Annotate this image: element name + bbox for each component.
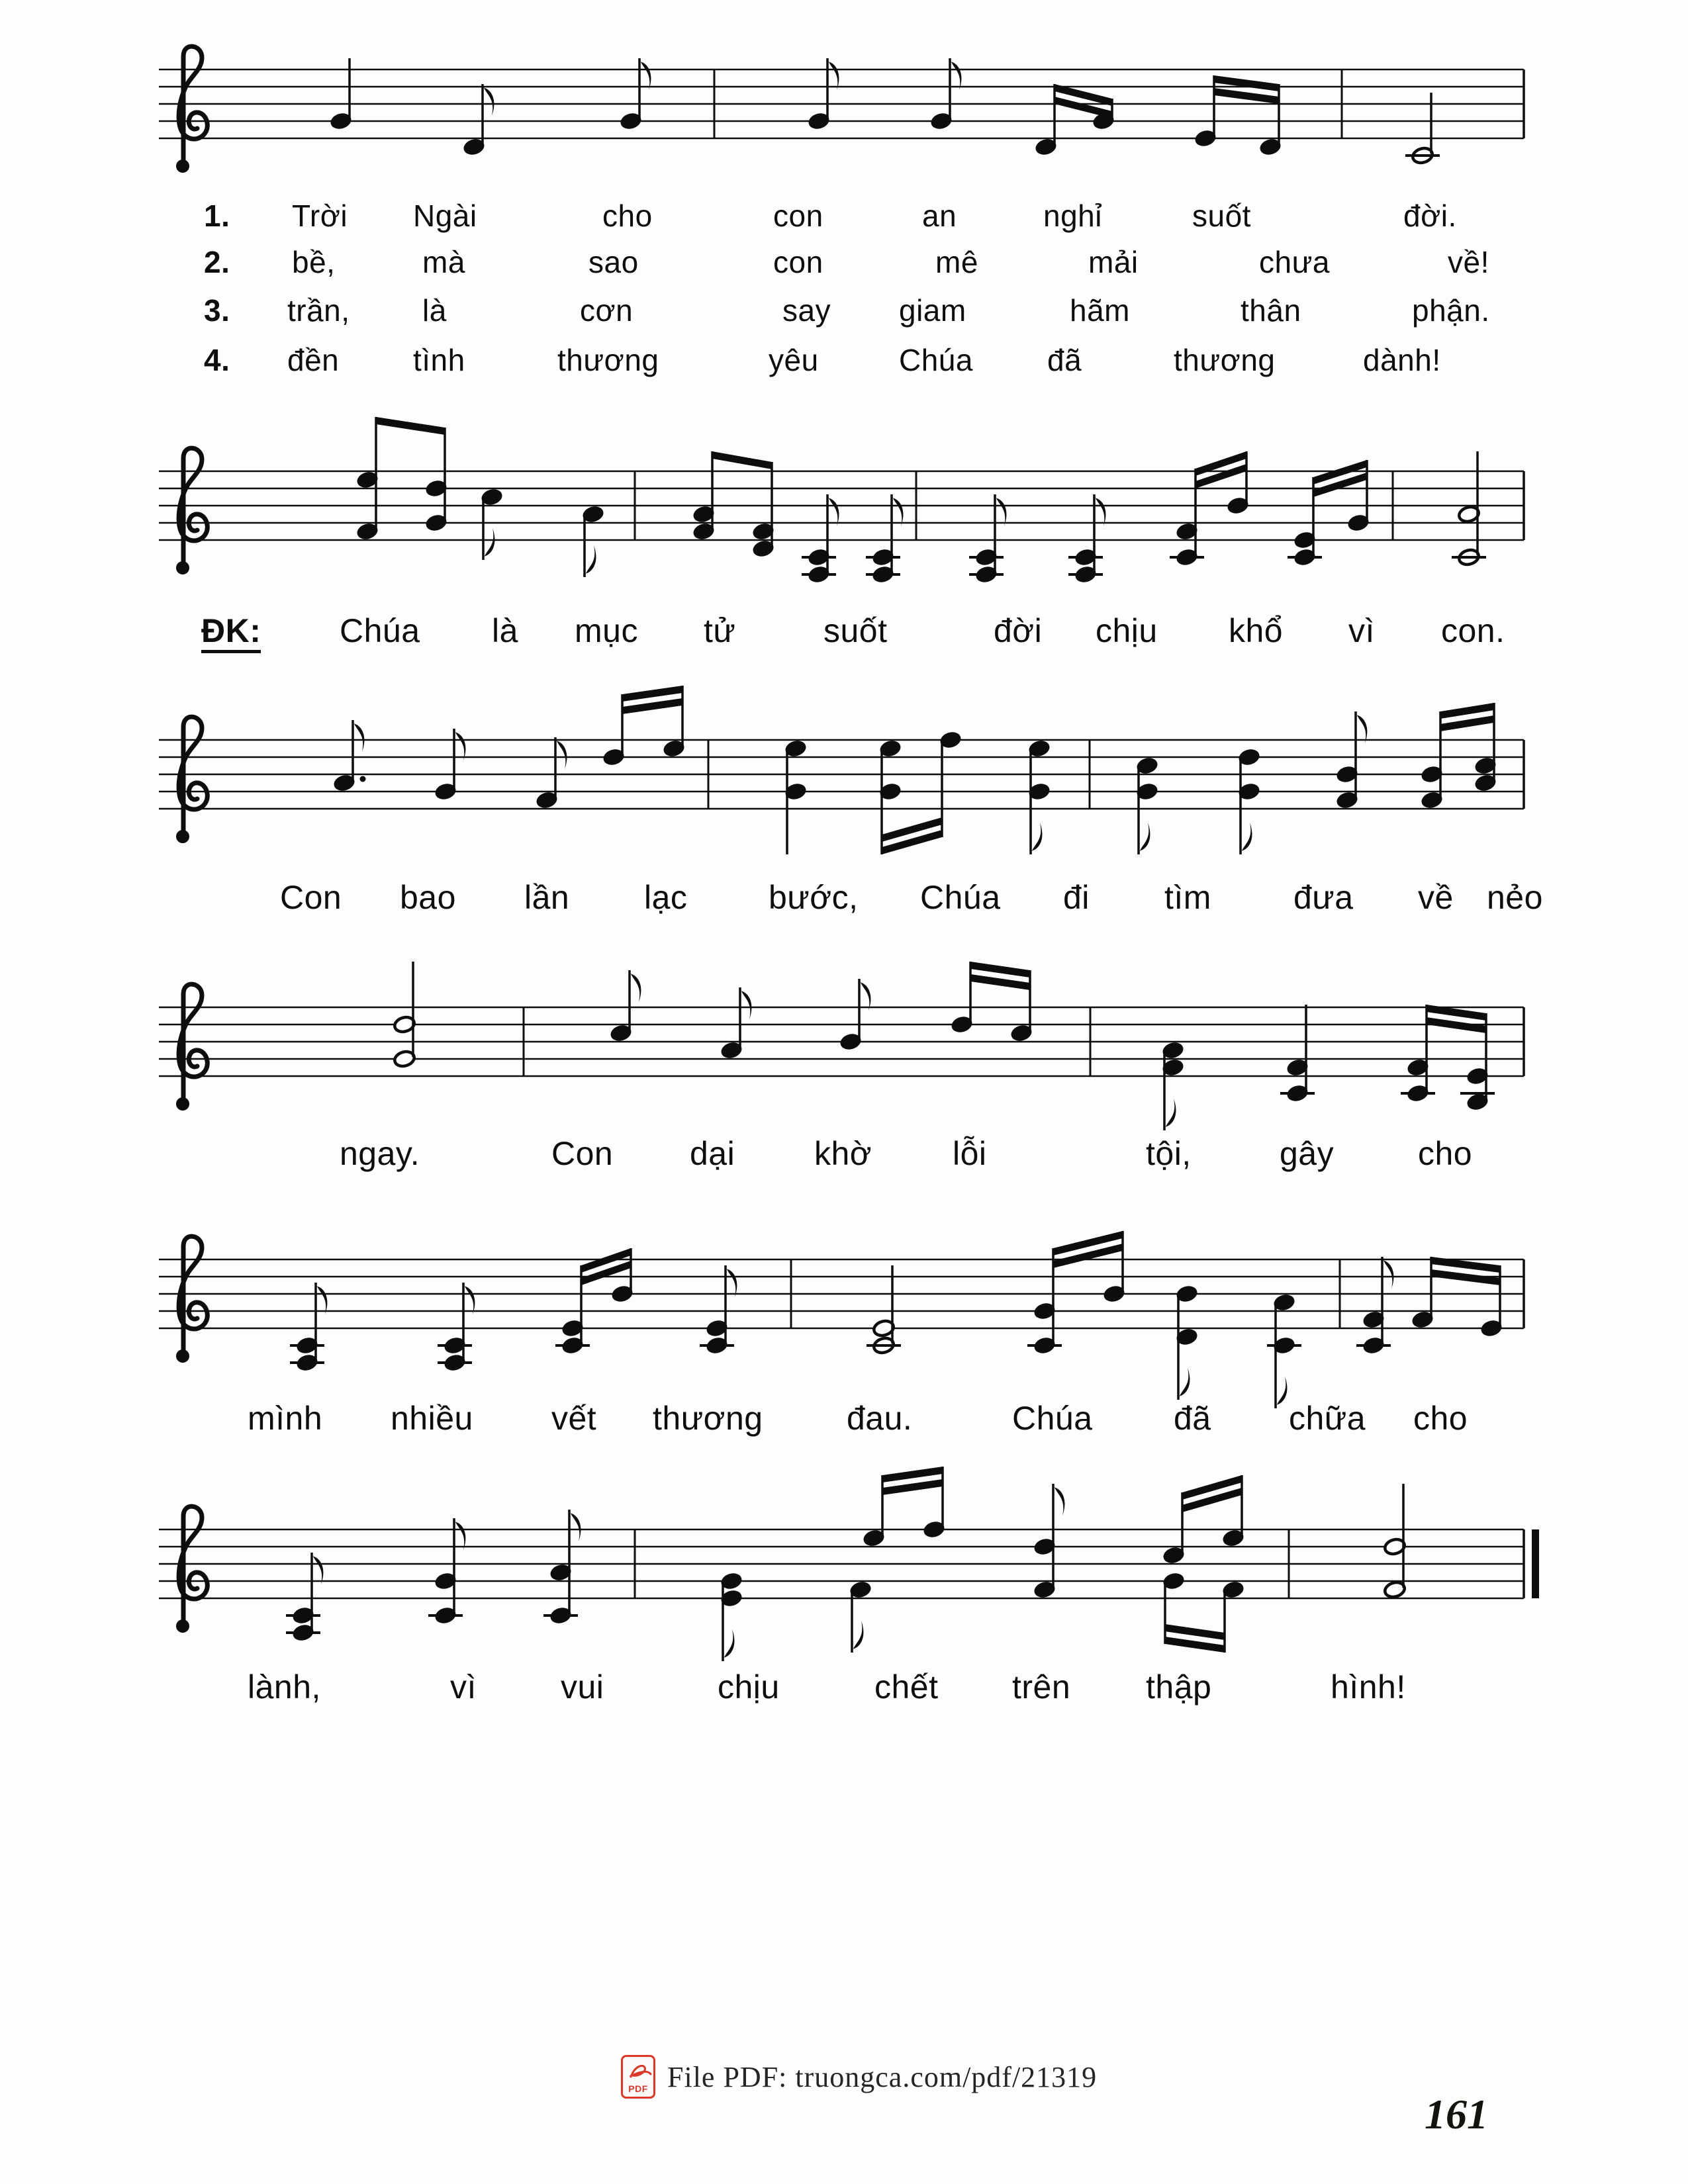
lyric-word: trên bbox=[1012, 1668, 1071, 1706]
lyric-word: chưa bbox=[1259, 245, 1330, 279]
lyric-word: Chúa bbox=[899, 343, 973, 377]
lyric-word: nẻo bbox=[1487, 879, 1543, 916]
lyric-word: lạc bbox=[644, 879, 688, 916]
lyric-word: dành! bbox=[1363, 343, 1441, 377]
lyric-word: cho bbox=[602, 199, 653, 233]
lyric-word: dại bbox=[690, 1135, 735, 1172]
lyric-word: cho bbox=[1418, 1135, 1473, 1172]
pdf-icon-label: PDF bbox=[628, 2083, 648, 2094]
lyric-word: con. bbox=[1441, 612, 1505, 649]
lyric-word: tìm bbox=[1164, 879, 1211, 916]
lyric-word: Chúa bbox=[1012, 1400, 1093, 1437]
lyric-word: say bbox=[782, 293, 831, 328]
lyric-word: thương bbox=[557, 343, 659, 377]
lyric-word: mình bbox=[248, 1400, 323, 1437]
lyric-word: bề, bbox=[292, 245, 336, 279]
lyric-word: thập bbox=[1146, 1668, 1212, 1706]
lyric-word: hãm bbox=[1070, 293, 1130, 328]
lyric-word: về! bbox=[1448, 245, 1489, 279]
lyric-word: mải bbox=[1088, 245, 1139, 279]
lyric-word: Chúa bbox=[340, 612, 420, 649]
lyric-word: đời bbox=[994, 612, 1043, 649]
pdf-icon bbox=[621, 2055, 655, 2099]
acrobat-swirl-icon bbox=[626, 2061, 655, 2083]
lyric-word: ngay. bbox=[340, 1135, 420, 1172]
lyric-word: con bbox=[773, 245, 823, 279]
lyric-word: hình! bbox=[1331, 1668, 1406, 1706]
lyric-word: lỗi bbox=[953, 1135, 987, 1172]
lyric-word: yêu bbox=[769, 343, 819, 377]
lyric-word: khờ bbox=[814, 1135, 872, 1172]
verse-label: ĐK: bbox=[201, 614, 261, 653]
lyric-word: giam bbox=[899, 293, 966, 328]
lyric-word: lành, bbox=[248, 1668, 321, 1706]
verse-label: 2. bbox=[204, 245, 230, 279]
lyric-word: chịu bbox=[1096, 612, 1158, 649]
file-pdf-link-text[interactable]: File PDF: truongca.com/pdf/21319 bbox=[667, 2060, 1098, 2093]
lyric-word: phận. bbox=[1412, 293, 1490, 328]
lyric-word: đền bbox=[287, 343, 340, 377]
lyric-word: thương bbox=[1174, 343, 1276, 377]
verse-label: 4. bbox=[204, 343, 230, 377]
lyric-word: lần bbox=[524, 879, 570, 916]
lyric-word: đời. bbox=[1403, 199, 1457, 233]
verse-label: 3. bbox=[204, 293, 230, 328]
lyric-word: mê bbox=[935, 245, 978, 279]
lyric-word: đưa bbox=[1293, 879, 1354, 916]
lyric-word: là bbox=[492, 612, 518, 649]
lyric-word: đi bbox=[1063, 879, 1090, 916]
lyric-word: bao bbox=[400, 879, 456, 916]
footer bbox=[621, 2055, 1097, 2099]
lyric-word: an bbox=[922, 199, 957, 233]
lyric-word: gây bbox=[1280, 1135, 1335, 1172]
lyric-word: Con bbox=[551, 1135, 614, 1172]
lyric-word: chữa bbox=[1289, 1400, 1366, 1437]
lyric-word: sao bbox=[588, 245, 639, 279]
lyric-word: chết bbox=[874, 1668, 939, 1706]
lyric-word: trần, bbox=[287, 293, 350, 328]
lyric-word: nghỉ bbox=[1043, 199, 1102, 233]
lyric-word: là bbox=[422, 293, 447, 328]
lyric-word: cơn bbox=[580, 293, 633, 328]
lyric-word: đã bbox=[1047, 343, 1082, 377]
page-number: 161 bbox=[1425, 2091, 1488, 2138]
lyric-word: khổ bbox=[1229, 612, 1284, 649]
lyric-word: mà bbox=[422, 245, 465, 279]
lyric-word: vì bbox=[1348, 612, 1375, 649]
lyric-word: tội, bbox=[1146, 1135, 1192, 1172]
lyric-word: Trời bbox=[292, 199, 348, 233]
lyric-word: thân bbox=[1241, 293, 1301, 328]
lyric-word: thương bbox=[653, 1400, 763, 1437]
lyric-word: đau. bbox=[847, 1400, 913, 1437]
lyric-word: vết bbox=[551, 1400, 597, 1437]
lyric-word: tử bbox=[704, 612, 736, 649]
lyric-word: vui bbox=[561, 1668, 604, 1706]
lyric-word: cho bbox=[1413, 1400, 1468, 1437]
lyric-word: đã bbox=[1174, 1400, 1211, 1437]
verse-label: 1. bbox=[204, 199, 230, 233]
lyric-word: chịu bbox=[718, 1668, 780, 1706]
lyric-word: Con bbox=[280, 879, 342, 916]
lyric-word: suốt bbox=[823, 612, 888, 649]
lyric-word: vì bbox=[450, 1668, 477, 1706]
lyric-word: con bbox=[773, 199, 823, 233]
lyric-word: bước, bbox=[769, 879, 859, 916]
lyric-word: mục bbox=[575, 612, 638, 649]
lyric-word: tình bbox=[413, 343, 465, 377]
lyric-word: suốt bbox=[1192, 199, 1251, 233]
lyric-word: nhiều bbox=[391, 1400, 473, 1437]
lyric-word: Ngài bbox=[413, 199, 477, 233]
lyric-word: về bbox=[1418, 879, 1454, 916]
lyric-word: Chúa bbox=[920, 879, 1001, 916]
